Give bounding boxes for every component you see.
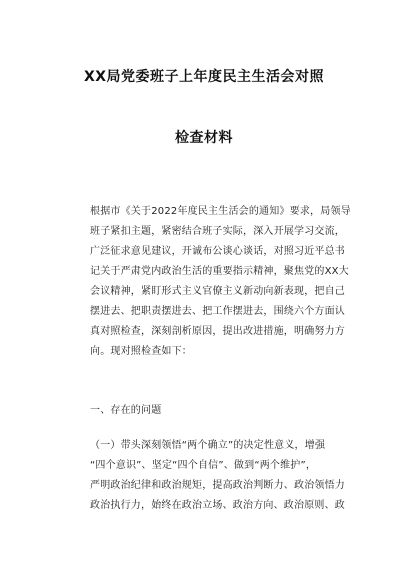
intro-line: 真对照检查，深刻剖析原因，提出改进措施，明确努力方 <box>90 326 345 337</box>
intro-line: 班子紧扣主题，紧密结合班子实际，深入开展学习交流， <box>90 226 345 237</box>
section1-paragraph <box>90 436 352 516</box>
intro-line: 向。现对照检查如下： <box>90 346 192 357</box>
section1-line: “四个意识”、坚定“四个自信”、做到“两个维护”， <box>90 460 317 471</box>
intro-line: 记关于严肃党内政治生活的重要指示精神，聚焦党的XX大 <box>90 266 349 277</box>
intro-line: 根据市《关于2022年度民主生活会的通知》要求，局领导 <box>90 206 351 217</box>
section1-line: 严明政治纪律和政治规矩，提高政治判断力、政治领悟力 <box>90 480 345 491</box>
intro-line: 会议精神，紧盯形式主义官僚主义新动向新表现，把自己 <box>90 286 345 297</box>
intro-line: 摆进去、把职责摆进去、把工作摆进去，围绕六个方面认 <box>90 306 345 317</box>
document-title-line1: XX局党委班子上年度民主生活会对照 <box>83 69 325 85</box>
intro-line: 广泛征求意见建议，开诚布公谈心谈话，对照习近平总书 <box>90 246 345 257</box>
section1-line: 政治执行力，始终在政治立场、政治方向、政治原则、政 <box>90 500 345 511</box>
section1-line: （一）带头深刻领悟“两个确立”的决定性意义，增强 <box>90 440 326 451</box>
intro-paragraph <box>90 202 352 362</box>
section-heading: 一、存在的问题 <box>90 405 162 416</box>
document-title-line2: 检查材料 <box>175 130 233 146</box>
